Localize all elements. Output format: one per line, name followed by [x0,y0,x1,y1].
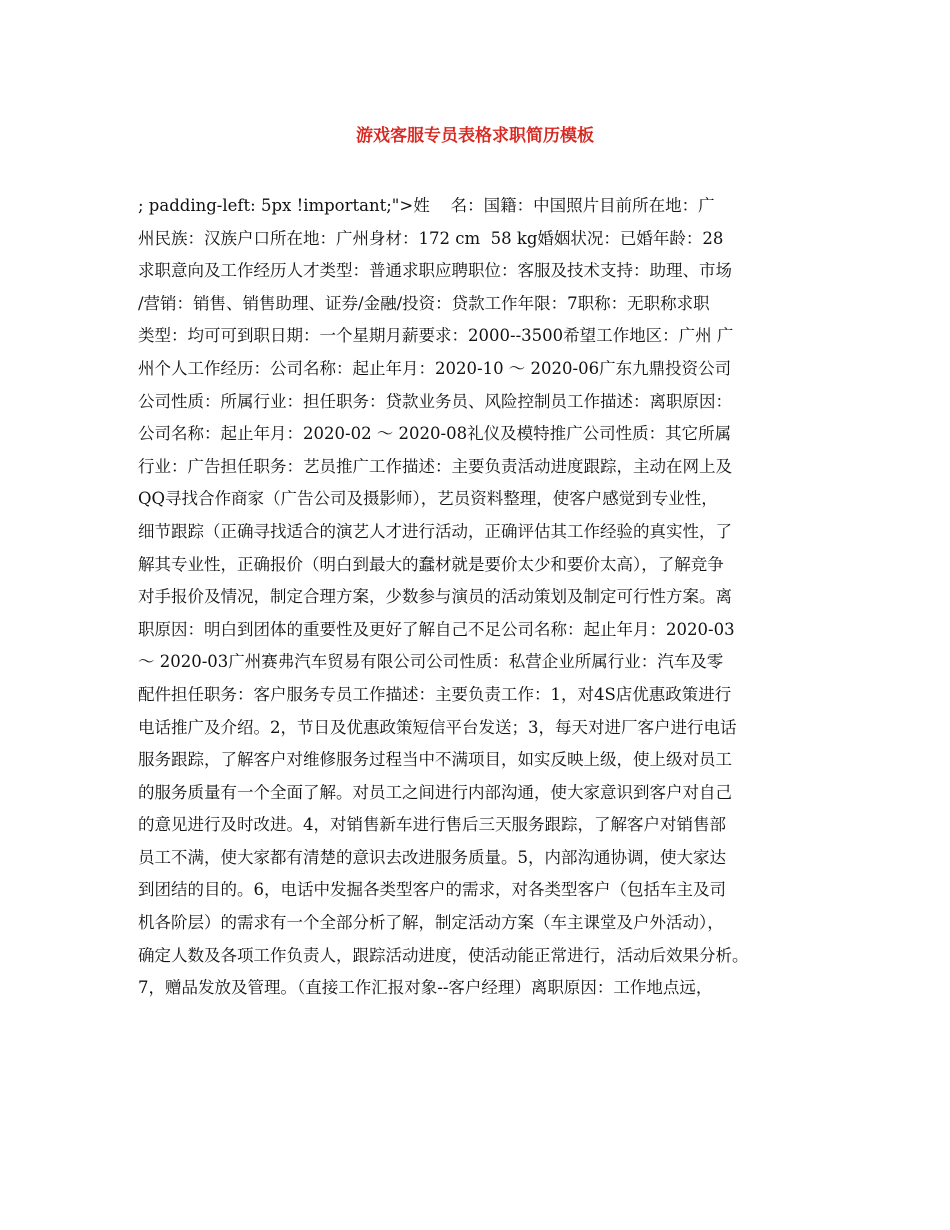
document-body [138,190,838,1005]
body-line: 服务跟踪，了解客户对维修服务过程当中不满项目，如实反映上级，使上级对员工 [138,750,732,770]
document-title: 游戏客服专员表格求职简历模板 [356,126,594,146]
body-line: 类型：均可可到职日期：一个星期月薪要求：2000--3500希望工作地区：广州 广 [138,326,734,346]
body-line: /营销：销售、销售助理、证券/金融/投资：贷款工作年限：7职称：无职称求职 [138,293,710,313]
body-line: 配件担任职务：客户服务专员工作描述：主要负责工作：1，对4S店优惠政策进行 [138,684,732,704]
body-line: QQ寻找合作商家（广告公司及摄影师），艺员资料整理，使客户感觉到专业性， [138,489,718,509]
body-line: 行业：广告担任职务：艺员推广工作描述：主要负责活动进度跟踪，主动在网上及 [138,456,732,476]
body-line: 公司性质：所属行业：担任职务：贷款业务员、风险控制员工作描述：离职原因： [138,391,732,411]
body-line: 解其专业性，正确报价（明白到最大的蠢材就是要价太少和要价太高），了解竞争 [138,554,724,574]
body-line: 州民族：汉族户口所在地：广州身材：172 cm 58 kg婚姻状况：已婚年龄：28 [138,228,724,248]
body-line: 对手报价及情况，制定合理方案，少数参与演员的活动策划及制定可行性方案。离 [138,587,732,607]
body-line: 7，赠品发放及管理。（直接工作汇报对象--客户经理）离职原因：工作地点远， [138,978,713,998]
body-line: ～ 2020-03广州赛弗汽车贸易有限公司公司性质：私营企业所属行业：汽车及零 [138,652,724,672]
body-line: 电话推广及介绍。2，节日及优惠政策短信平台发送；3，每天对进厂客户进行电话 [138,717,737,737]
body-line: 细节跟踪（正确寻找适合的演艺人才进行活动，正确评估其工作经验的真实性，了 [138,521,732,541]
body-line: 公司名称：起止年月：2020-02 ～ 2020-08礼仪及模特推广公司性质：其它所属 [138,424,732,444]
body-line: 州个人工作经历：公司名称：起止年月：2020-10 ～ 2020-06广东九鼎投资公司 [138,358,732,378]
body-line: ; padding-left: 5px !important;">姓 名：国籍：中国照片目前所在地：广 [138,196,715,215]
body-line: 的服务质量有一个全面了解。对员工之间进行内部沟通，使大家意识到客户对自己 [138,782,732,802]
body-line: 员工不满，使大家都有清楚的意识去改进服务质量。5，内部沟通协调，使大家达 [138,847,726,867]
body-line: 到团结的目的。6，电话中发掘各类型客户的需求，对各类型客户（包括车主及司 [138,880,726,900]
body-line: 求职意向及工作经历人才类型：普通求职应聘职位：客服及技术支持：助理、市场 [138,261,732,281]
body-line: 确定人数及各项工作负责人，跟踪活动进度，使活动能正常进行，活动后效果分析。 [138,945,749,965]
body-line: 机各阶层）的需求有一个全部分析了解，制定活动方案（车主课堂及户外活动）， [138,913,724,933]
body-line: 的意见进行及时改进。4，对销售新车进行售后三天服务跟踪，了解客户对销售部 [138,815,726,835]
body-line: 职原因：明白到团体的重要性及更好了解自己不足公司名称：起止年月：2020-03 [138,619,735,639]
